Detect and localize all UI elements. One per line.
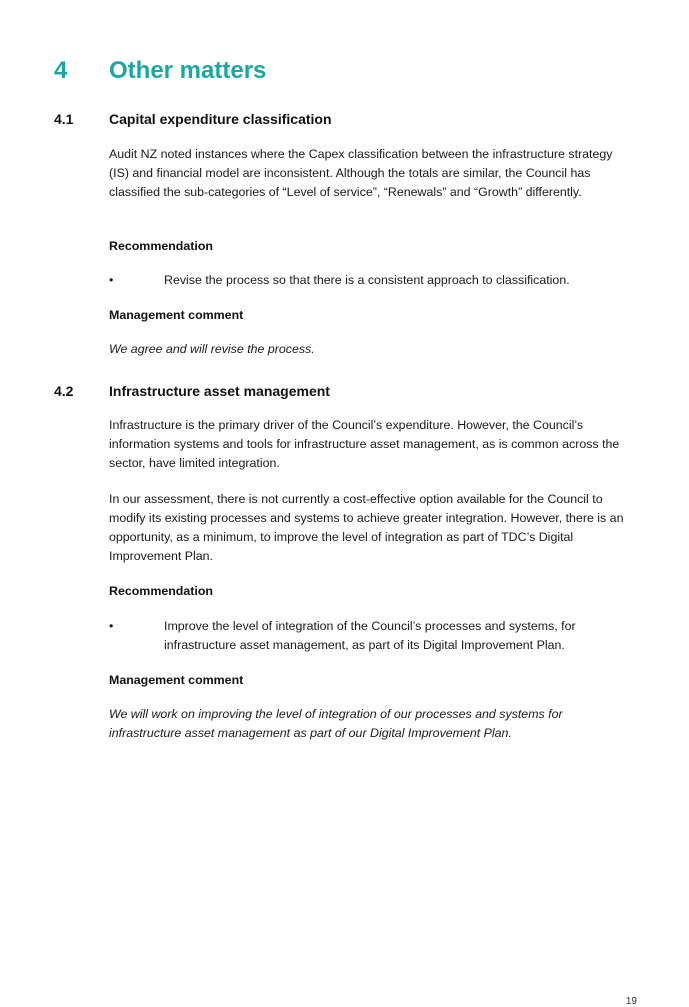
paragraph: Audit NZ noted instances where the Capex classification between the infrastructure strategy (IS) and financial model are inconsistent. Although the totals are similar, the Council has classified the sub-categories of “Level of service”, “Renewals” and “Growth” differently. (109, 147, 613, 199)
subsection-number: 4.2 (54, 383, 74, 399)
paragraph: In our assessment, there is not currently a cost-effective option available for the Council to modify its existing processes and systems to achieve greater integration. However, there is an opportunity, as a minimum, to improve the level of integration as part of TDC’s Digital Improvement Plan. (109, 492, 624, 563)
bullet-icon: • (109, 273, 114, 287)
subsection-title: Infrastructure asset management (109, 383, 330, 399)
recommendation-text: Improve the level of integration of the Council’s processes and systems, for infrastructure asset management, as part of its Digital Improvement Plan. (164, 619, 576, 652)
paragraph: Infrastructure is the primary driver of the Council’s expenditure. However, the Council’s information systems and tools for infrastructure asset management, as is common across the sector, have limited integration. (109, 418, 620, 470)
subsection-number: 4.1 (54, 111, 74, 127)
subsection-4-1-body (109, 145, 634, 202)
subsection-heading-4-1 (54, 110, 332, 128)
recommendation-heading: Recommendation (109, 584, 213, 598)
management-comment: We agree and will revise the process. (109, 342, 315, 356)
section-heading (54, 56, 266, 86)
management-comment-heading: Management comment (109, 673, 244, 687)
recommendation-text: Revise the process so that there is a consistent approach to classification. (164, 273, 570, 287)
subsection-title: Capital expenditure classification (109, 111, 332, 127)
section-number: 4 (54, 57, 68, 84)
bullet-icon: • (109, 619, 114, 633)
subsection-4-2-paragraph-2 (109, 490, 634, 566)
subsection-heading-4-2 (54, 382, 330, 400)
management-comment-heading: Management comment (109, 308, 244, 322)
subsection-4-2-paragraph-1 (109, 416, 634, 473)
page-number: 19 (625, 996, 637, 1007)
recommendation-heading: Recommendation (109, 239, 213, 253)
section-title: Other matters (109, 57, 267, 84)
recommendation-item (109, 271, 634, 290)
recommendation-item (109, 617, 634, 655)
management-comment: We will work on improving the level of integration of our processes and systems for infrastructure asset management as part of our Digital Improvement Plan. (109, 707, 563, 740)
